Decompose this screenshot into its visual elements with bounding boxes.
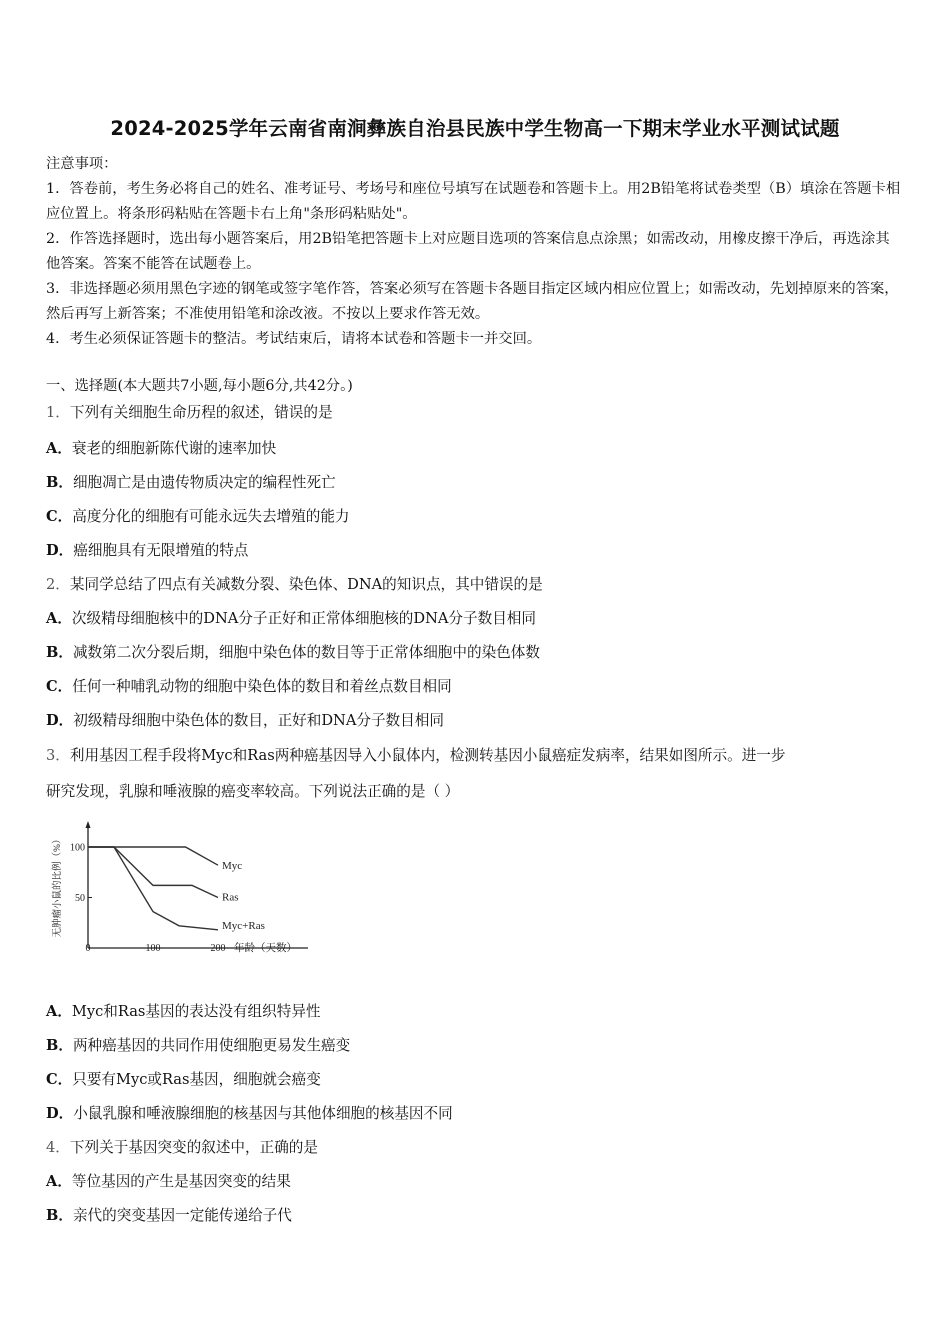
section-heading: 一、选择题(本大题共7小题,每小题6分,共42分。)	[46, 378, 353, 394]
option-text: 只要有Myc或Ras基因，细胞就会癌变	[72, 1071, 321, 1088]
option-text: 任何一种哺乳动物的细胞中染色体的数目和着丝点数目相同	[72, 678, 452, 695]
option-letter: A．	[46, 440, 72, 457]
option-letter: D．	[46, 712, 74, 729]
option-letter: B．	[46, 644, 73, 661]
option-text: 等位基因的产生是基因突变的结果	[71, 1173, 291, 1190]
question-number: 3．	[46, 747, 70, 764]
y-axis-label: 无肿瘤小鼠的比例（%）	[53, 834, 63, 938]
option-letter: A．	[46, 1003, 72, 1020]
question-text: 下列关于基因突变的叙述中，正确的是	[69, 1139, 318, 1156]
y-tick-label: 50	[75, 893, 85, 904]
question-1-option-d	[46, 539, 248, 560]
question-1-option-b	[46, 471, 336, 492]
chart-svg	[46, 818, 316, 963]
x-tick-label: 200	[210, 943, 226, 954]
question-text: 下列有关细胞生命历程的叙述，错误的是	[69, 404, 333, 421]
question-text: 某同学总结了四点有关减数分裂、染色体、DNA的知识点，其中错误的是	[69, 576, 543, 593]
option-letter: D．	[46, 542, 74, 559]
page-title: 2024-2025学年云南省南涧彝族自治县民族中学生物高一下期末学业水平测试试题	[110, 117, 840, 140]
option-letter: B．	[46, 1207, 73, 1224]
notes-heading: 注意事项：	[46, 156, 118, 172]
question-2-option-b	[46, 641, 540, 662]
option-letter: C．	[46, 508, 73, 525]
option-text: Myc和Ras基因的表达没有组织特异性	[71, 1003, 321, 1020]
question-3-stem-line1	[46, 744, 786, 765]
y-axis-arrow	[86, 821, 91, 828]
option-text: 减数第二次分裂后期，细胞中染色体的数目等于正常体细胞中的染色体数	[72, 644, 540, 661]
option-letter: D．	[46, 1105, 74, 1122]
x-tick-label: 100	[145, 943, 161, 954]
note-item-3: 3．非选择题必须用黑色字迹的钢笔或签字笔作答，答案必须写在答题卡各题目指定区域内相应位置上；如需改动，先划掉原来的答案，然后再写上新答案；不准使用铅笔和涂改液。不按以上要求作答无效。	[46, 281, 899, 322]
notes-block	[46, 152, 902, 352]
option-letter: A．	[46, 610, 72, 627]
option-text: 高度分化的细胞有可能永远失去增殖的能力	[72, 508, 350, 525]
question-1-option-a	[46, 437, 276, 458]
series-label: Myc	[222, 860, 243, 873]
option-text: 衰老的细胞新陈代谢的速率加快	[71, 440, 277, 457]
option-text: 癌细胞具有无限增殖的特点	[73, 542, 249, 559]
option-text: 小鼠乳腺和唾液腺细胞的核基因与其他体细胞的核基因不同	[73, 1105, 453, 1122]
question-3-option-d	[46, 1102, 453, 1123]
question-2-stem	[46, 573, 543, 594]
series-label: Myc+Ras	[222, 919, 265, 932]
question-2-option-c	[46, 675, 452, 696]
question-4-option-b	[46, 1204, 292, 1225]
note-item-2: 2．作答选择题时，选出每小题答案后，用2B铅笔把答题卡上对应题目选项的答案信息点涂黑；如需改动，用橡皮擦干净后，再选涂其他答案。答案不能答在试题卷上。	[46, 231, 890, 272]
option-text: 次级精母细胞核中的DNA分子正好和正常体细胞核的DNA分子数目相同	[71, 610, 536, 627]
question-2-option-a	[46, 607, 536, 628]
option-letter: B．	[46, 474, 73, 491]
series-line-myc	[88, 847, 218, 865]
series-label: Ras	[222, 891, 239, 904]
question-1-stem	[46, 401, 333, 422]
tumor-free-mice-chart	[46, 818, 316, 963]
option-text: 初级精母细胞中染色体的数目，正好和DNA分子数目相同	[73, 712, 444, 729]
note-item-4: 4．考生必须保证答题卡的整洁。考试结束后，请将本试卷和答题卡一并交回。	[46, 331, 542, 347]
question-2-option-d	[46, 709, 444, 730]
option-text: 亲代的突变基因一定能传递给子代	[72, 1207, 292, 1224]
question-3-option-c	[46, 1068, 321, 1089]
question-3-stem-line2: 研究发现，乳腺和唾液腺的癌变率较高。下列说法正确的是（ ）	[46, 783, 460, 800]
option-letter: C．	[46, 1071, 73, 1088]
question-number: 1．	[46, 404, 70, 421]
option-letter: C．	[46, 678, 73, 695]
option-letter: B．	[46, 1037, 73, 1054]
question-1-option-c	[46, 505, 350, 526]
y-tick-label: 100	[70, 842, 85, 854]
x-axis-label: 年龄（天数）	[234, 943, 297, 954]
option-letter: A．	[46, 1173, 72, 1190]
question-number: 4．	[46, 1139, 70, 1156]
question-3-option-b	[46, 1034, 350, 1055]
question-text: 利用基因工程手段将Myc和Ras两种癌基因导入小鼠体内，检测转基因小鼠癌症发病率，结果如图所示。进一步	[69, 747, 786, 764]
question-4-option-a	[46, 1170, 291, 1191]
question-4-stem	[46, 1136, 318, 1157]
x-tick-label: 0	[85, 943, 91, 954]
note-item-1: 1．答卷前，考生务必将自己的姓名、准考证号、考场号和座位号填写在试题卷和答题卡上。用2B铅笔将试卷类型（B）填涂在答题卡相应位置上。将条形码粘贴在答题卡右上角"条形码粘贴处"。	[46, 181, 901, 222]
question-3-option-a	[46, 1000, 321, 1021]
option-text: 两种癌基因的共同作用使细胞更易发生癌变	[72, 1037, 351, 1054]
option-text: 细胞凋亡是由遗传物质决定的编程性死亡	[72, 474, 336, 491]
question-number: 2．	[46, 576, 70, 593]
